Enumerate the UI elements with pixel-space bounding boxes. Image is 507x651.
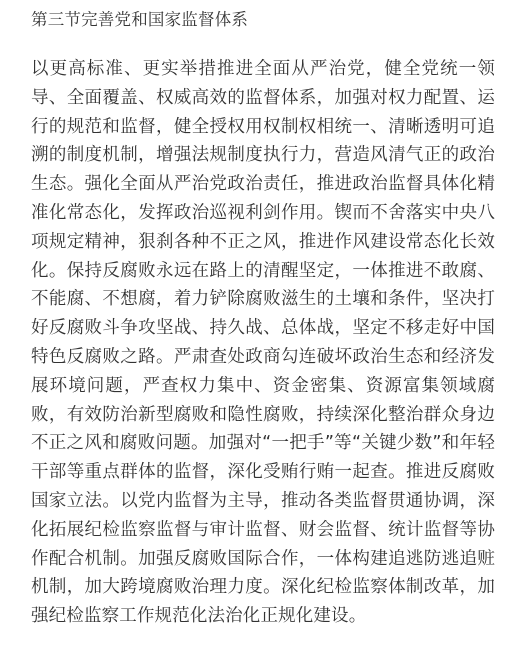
section-title: 第三节完善党和国家监督体系 [31,10,249,29]
body-paragraph: 以更高标准、更实举措推进全面从严治党，健全党统一领导、全面覆盖、权威高效的监督体系，加强对权力配置、运行的规范和监督，健全授权用权制权相统一、清晰透明可追溯的制度机制，增强法规制度执行力，营造风清气正的政治生态。强化全面从严治党政治责任，推进政治监督具体化精准化常态化，发挥政治巡视利剑作用。锲而不舍落实中央八项规定精神，狠刹各种不正之风，推进作风建设常态化长效化。保持反腐败永远在路上的清醒坚定，一体推进不敢腐、不能腐、不想腐，着力铲除腐败滋生的土壤和条件，坚决打好反腐败斗争攻坚战、持久战、总体战，坚定不移走好中国特色反腐败之路。严肃查处政商勾连破坏政治生态和经济发展环境问题，严查权力集中、资金密集、资源富集领域腐败，有效防治新型腐败和隐性腐败，持续深化整治群众身边不正之风和腐败问题。加强对“一把手”等“关键少数”和年轻干部等重点群体的监督，深化受贿行贿一起查。推进反腐败国家立法。以党内监督为主导，推动各类监督贯通协调，深化拓展纪检监察监督与审计监督、财会监督、统计监督等协作配合机制。加强反腐败国际合作，一体构建追逃防逃追赃机制，加大跨境腐败治理力度。深化纪检监察体制改革，加强纪检监察工作规范化法治化正规化建设。 [31,59,495,627]
